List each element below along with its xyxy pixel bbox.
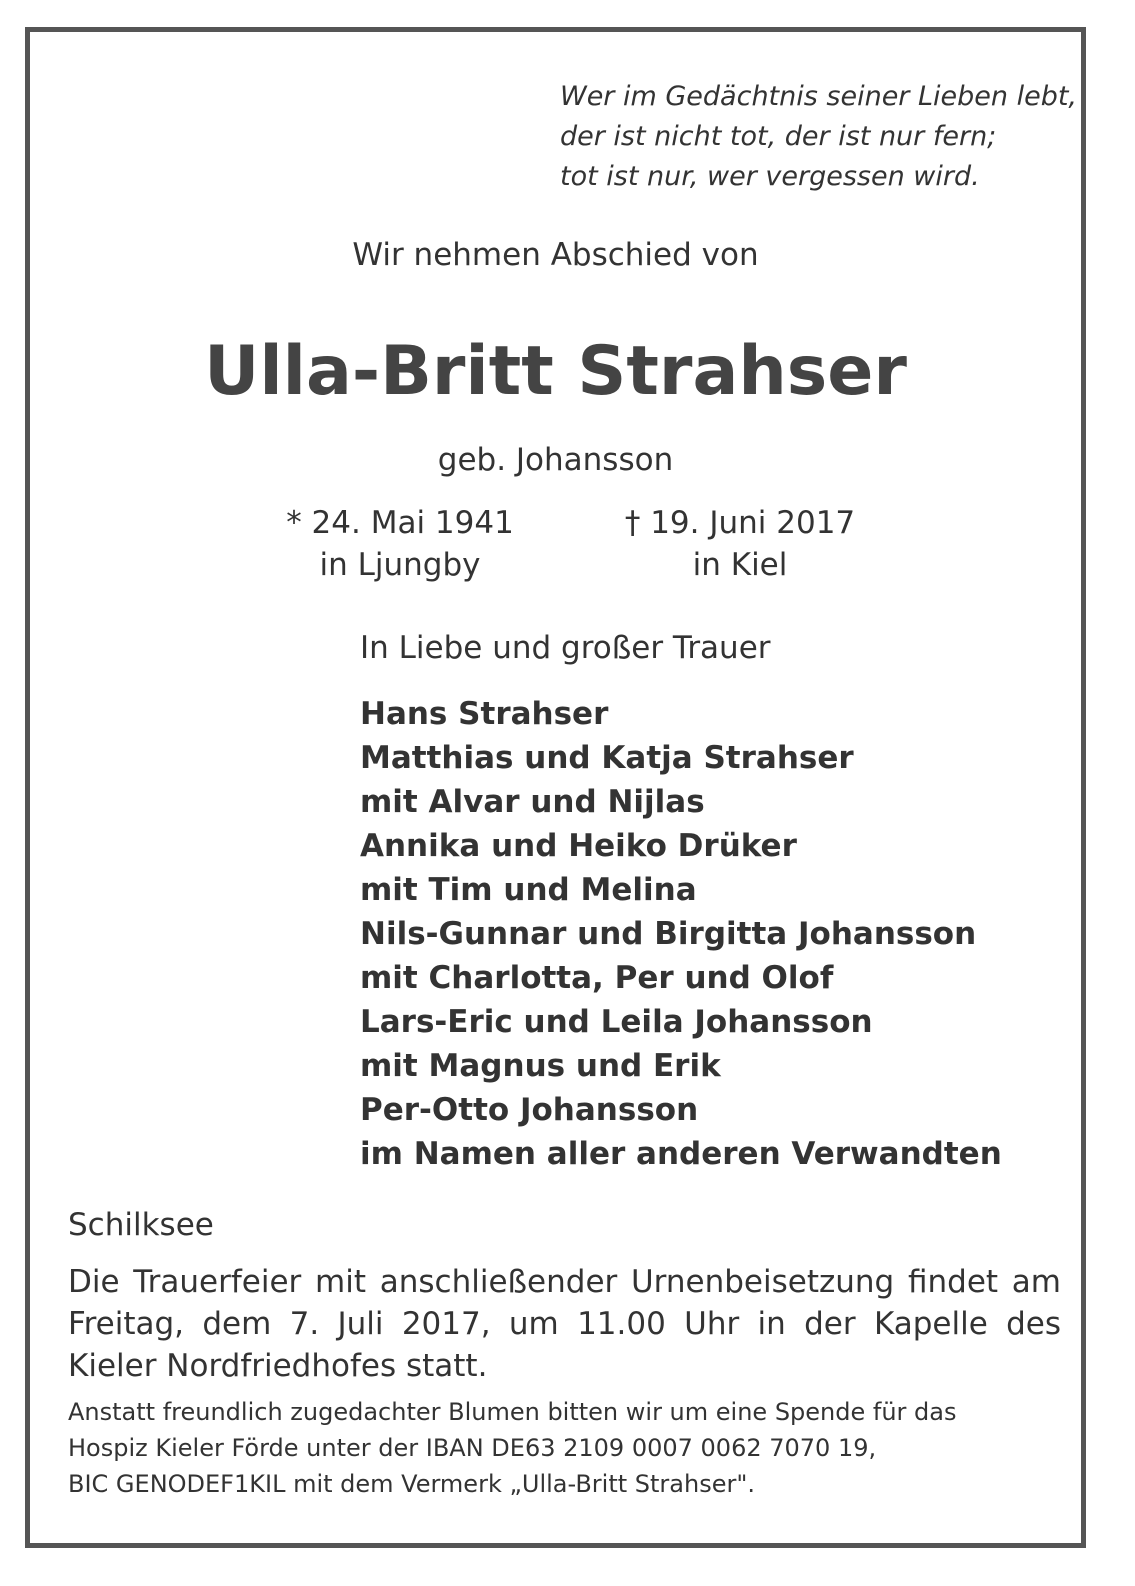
birth-date: * 24. Mai 1941: [286, 505, 514, 541]
quote-line: der ist nicht tot, der ist nur fern;: [560, 121, 997, 152]
birth-place: in Ljungby: [319, 547, 481, 583]
donation-line: BIC GENODEF1KIL mit dem Vermerk „Ulla-Britt Strahser".: [68, 1470, 755, 1498]
place-name: Schilksee: [68, 1207, 214, 1243]
mourning-intro: In Liebe und großer Trauer: [360, 630, 771, 666]
mourner: mit Magnus und Erik: [360, 1048, 721, 1084]
memorial-quote: [560, 77, 1078, 197]
mourner: mit Tim und Melina: [360, 872, 697, 908]
deceased-name: Ulla-Britt Strahser: [204, 332, 907, 411]
mourner: Annika und Heiko Drüker: [360, 828, 797, 864]
mourner: Lars-Eric und Leila Johansson: [360, 1004, 873, 1040]
birth-info: [270, 502, 530, 586]
quote-line: tot ist nur, wer vergessen wird.: [560, 161, 980, 192]
death-place: in Kiel: [692, 547, 788, 583]
death-date: † 19. Juni 2017: [624, 505, 856, 541]
obituary-notice: [25, 27, 1086, 1548]
death-info: [610, 502, 870, 586]
farewell-heading: Wir nehmen Abschied von: [352, 237, 759, 273]
donation-text: [68, 1394, 1061, 1502]
mourner: mit Charlotta, Per und Olof: [360, 960, 834, 996]
quote-line: Wer im Gedächtnis seiner Lieben lebt,: [560, 81, 1078, 112]
mourner: Per-Otto Johansson: [360, 1092, 699, 1128]
donation-line: Hospiz Kieler Förde unter der IBAN DE63 2109 0007 0062 7070 19,: [68, 1434, 877, 1462]
donation-line: Anstatt freundlich zugedachter Blumen bitten wir um eine Spende für das: [68, 1398, 957, 1426]
ceremony-text: Die Trauerfeier mit anschließender Urnenbeisetzung findet am Freitag, dem 7. Juli 2017, um 11.00 Uhr in der Kapelle des Kieler Nordfriedhofes statt.: [68, 1264, 1061, 1384]
mourner: Hans Strahser: [360, 696, 609, 732]
mourner: im Namen aller anderen Verwandten: [360, 1136, 1002, 1172]
maiden-name: geb. Johansson: [437, 442, 674, 478]
mourners-list: [360, 692, 1002, 1176]
mourner: Matthias und Katja Strahser: [360, 740, 854, 776]
mourner: mit Alvar und Nijlas: [360, 784, 705, 820]
mourner: Nils-Gunnar und Birgitta Johansson: [360, 916, 977, 952]
